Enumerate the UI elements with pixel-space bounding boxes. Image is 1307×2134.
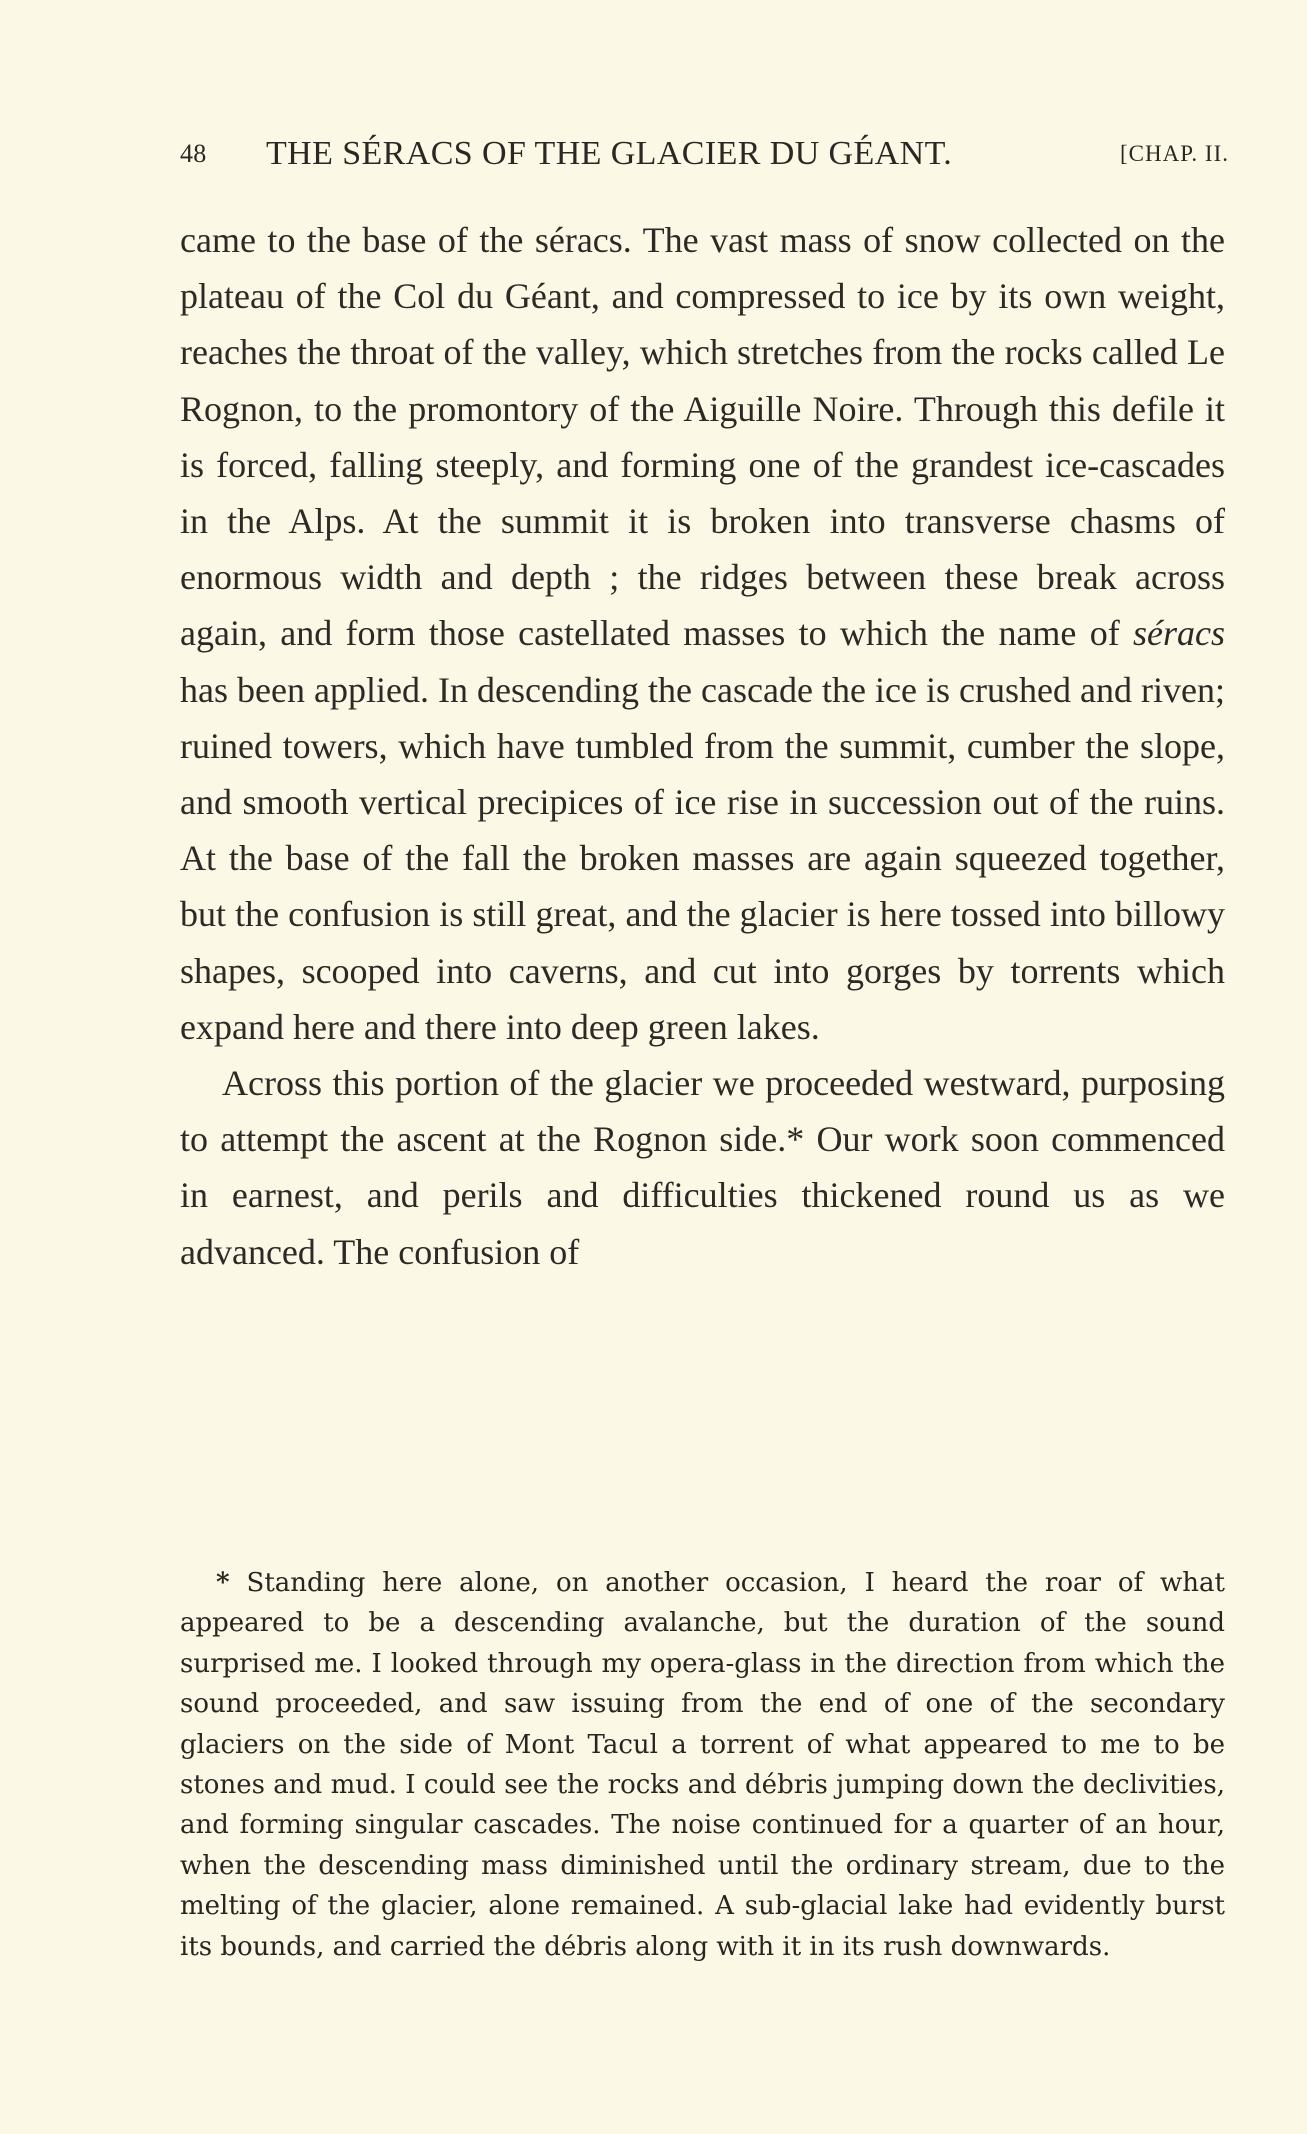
paragraph-1-text-after-italic: has been applied. In descending the cascade the ice is crushed and riven; ruined towers, which have tumbled from the summit, cumber the slope, and smooth vertical precipices of ice rise in succession out of the ruins. At the base of the fall the broken masses are again squeezed together, but the confusion is still great, and the glacier is here tossed into billowy shapes, scooped into caverns, and cut into gorges by torrents which expand here and there into deep green lakes. <box>180 669 1225 1047</box>
footnote-text: Standing here alone, on another occasion, I heard the roar of what appeared to be a descending avalanche, but the duration of the sound surprised me. I looked through my opera-glass in the direction from which the sound proceeded, and saw issuing from the end of one of the secondary glaciers on the side of Mont Tacul a torrent of what appeared to me to be stones and mud. I could see the rocks and débris jumping down the declivities, and forming singular cascades. The noise continued for a quarter of an hour, when the descending mass diminished until the ordinary stream, due to the melting of the glacier, alone remained. A sub-glacial lake had evidently burst its bounds, and carried the débris along with it in its rush downwards. <box>180 1568 1225 1962</box>
italic-term-seracs: séracs <box>1133 613 1225 654</box>
paragraph-2: Across this portion of the glacier we proceeded westward, purposing to attempt the ascent at the Rognon side.* Our work soon commenced in earnest, and perils and difficulties thickened round us as we advanced. The confusion of <box>180 1063 1225 1272</box>
footnote-paragraph <box>180 1563 1225 1967</box>
page-number: 48 <box>180 139 207 168</box>
chapter-reference: [CHAP. II. <box>1119 141 1229 166</box>
footnote <box>180 1563 1225 1967</box>
running-header <box>180 133 1229 175</box>
running-title: THE SÉRACS OF THE GLACIER DU GÉANT. <box>266 135 953 172</box>
paragraph-1-text-before-italic: came to the base of the séracs. The vast mass of snow collected on the plateau of the Col du Géant, and compressed to ice by its own weight, reaches the throat of the valley, which stretches from the rocks called Le Rognon, to the promontory of the Aiguille Noire. Through this defile it is forced, falling steeply, and forming one of the grandest ice-cascades in the Alps. At the summit it is broken into transverse chasms of enormous width and depth ; the ridges between these break across again, and form those castellated masses to which the name of <box>180 220 1225 654</box>
paragraph-1 <box>180 212 1225 1055</box>
footnote-marker: * <box>216 1568 230 1598</box>
main-text <box>180 212 1225 1280</box>
